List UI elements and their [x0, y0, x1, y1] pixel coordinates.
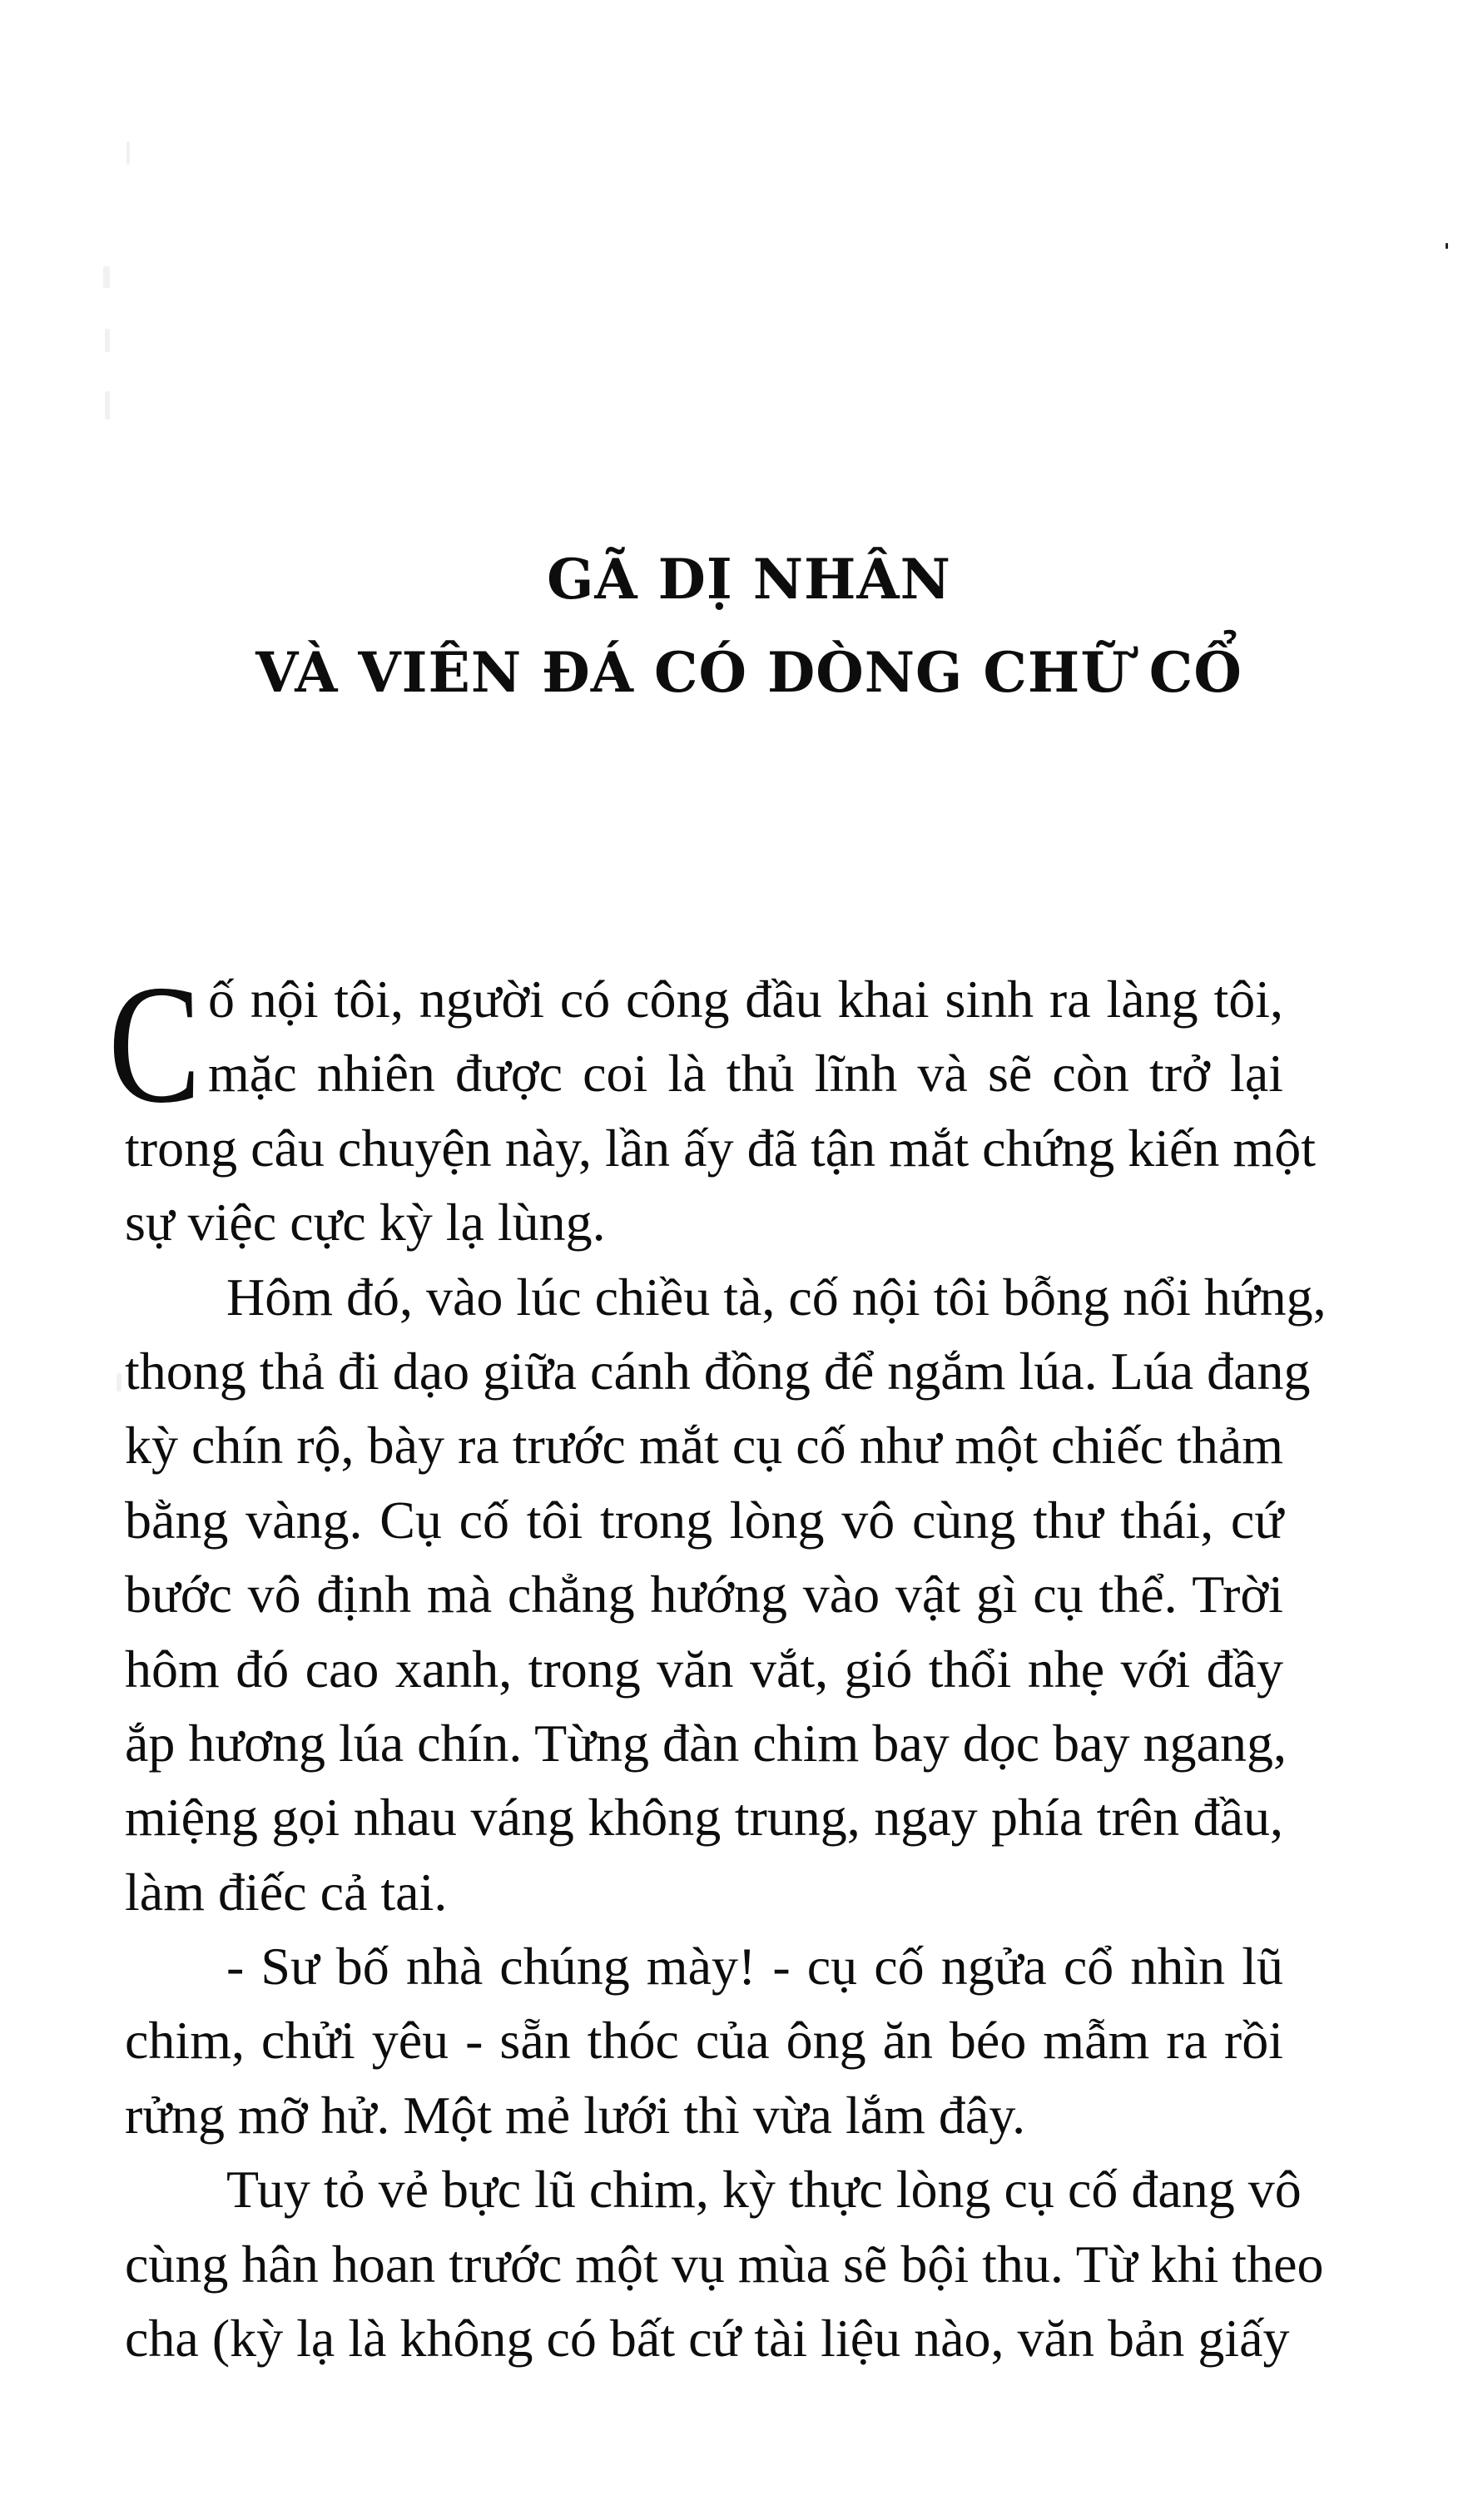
drop-cap: C	[108, 950, 201, 1138]
text-line: Tuy tỏ vẻ bực lũ chim, kỳ thực lòng cụ cố đang vô	[226, 2160, 1302, 2220]
text-line: Hôm đó, vào lúc chiều tà, cố nội tôi bỗng nổi hứng,	[226, 1267, 1327, 1327]
scan-artifact	[103, 266, 110, 288]
scan-speck	[1446, 243, 1448, 249]
text-line: ố nội tôi, người có công đầu khai sinh ra làng tôi,	[208, 970, 1283, 1029]
chapter-title	[15, 533, 1468, 719]
text-line: miệng gọi nhau váng không trung, ngay phía trên đầu,	[125, 1788, 1283, 1848]
scan-artifact	[126, 141, 130, 165]
scan-artifact	[117, 1373, 122, 1391]
chapter-title-line-2: VÀ VIÊN ĐÁ CÓ DÒNG CHỮ CỔ	[255, 640, 1242, 705]
scan-artifact	[105, 329, 110, 352]
text-line: sự việc cực kỳ lạ lùng.	[125, 1193, 606, 1253]
scan-artifact	[105, 391, 110, 419]
text-line: thong thả đi dạo giữa cánh đồng để ngắm lúa. Lúa đang	[125, 1341, 1311, 1401]
text-line: kỳ chín rộ, bày ra trước mắt cụ cố như một chiếc thảm	[125, 1416, 1283, 1476]
text-line: cùng hân hoan trước một vụ mùa sẽ bội thu. Từ khi theo	[125, 2234, 1324, 2294]
chapter-title-line-1: GÃ DỊ NHÂN	[547, 547, 951, 612]
text-line: rửng mỡ hử. Một mẻ lưới thì vừa lắm đây.	[125, 2085, 1026, 2145]
text-line: mặc nhiên được coi là thủ lĩnh và sẽ còn trở lại	[208, 1044, 1283, 1104]
text-line: - Sư bố nhà chúng mày! - cụ cố ngửa cổ nhìn lũ	[226, 1937, 1283, 1997]
text-line: hôm đó cao xanh, trong văn vắt, gió thổi nhẹ với đầy	[125, 1639, 1283, 1699]
text-line: trong câu chuyện này, lần ấy đã tận mắt chứng kiến một	[125, 1118, 1316, 1178]
text-line: chim, chửi yêu - sẵn thóc của ông ăn béo mẫm ra rồi	[125, 2011, 1283, 2071]
chapter-body	[108, 950, 1327, 2375]
text-line: bằng vàng. Cụ cố tôi trong lòng vô cùng thư thái, cứ	[125, 1490, 1283, 1550]
text-line: ắp hương lúa chín. Từng đàn chim bay dọc bay ngang,	[125, 1713, 1287, 1773]
text-line: bước vô định mà chẳng hướng vào vật gì cụ thể. Trời	[125, 1565, 1283, 1625]
text-line: cha (kỳ lạ là không có bất cứ tài liệu nào, văn bản giấy	[125, 2309, 1290, 2369]
text-line: làm điếc cả tai.	[125, 1862, 448, 1922]
